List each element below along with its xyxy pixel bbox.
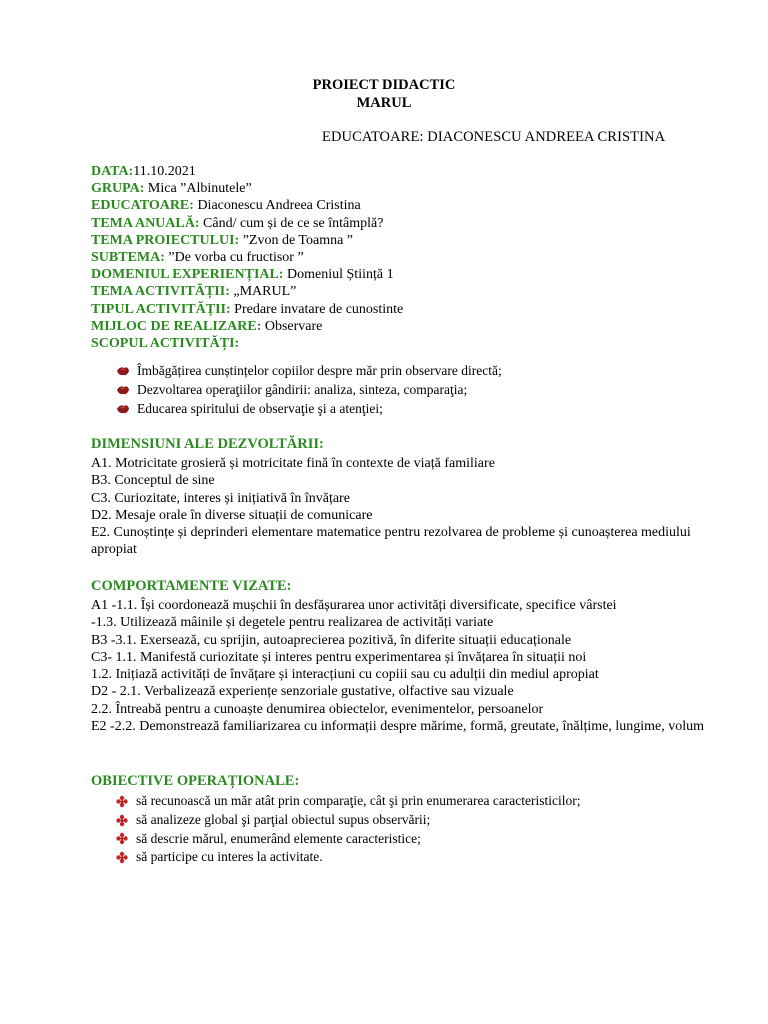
list-item: D2. Mesaje orale în diverse situații de comunicare <box>91 507 373 523</box>
list-item: Dezvoltarea operaţiilor gândirii: analiza, sinteza, comparaţia; <box>115 380 502 399</box>
flower-bullet-icon <box>115 832 129 845</box>
scop-list <box>115 361 502 418</box>
rose-bullet-icon <box>115 384 131 396</box>
flower-bullet-icon <box>115 814 129 827</box>
list-item: -1.3. Utilizează mâinile și degetele pentru realizarea de activități variate <box>91 615 494 631</box>
obiective-list <box>115 792 581 867</box>
info-row-scopul: SCOPUL ACTIVITĂȚI: <box>91 336 240 352</box>
comportamente-heading: COMPORTAMENTE VIZATE: <box>91 578 292 594</box>
list-item: 1.2. Inițiază activități de învățare și interacțiuni cu copiii sau cu adulții din mediul apropiat <box>91 667 599 683</box>
list-item: Îmbăgățirea cunștințelor copiilor despre măr prin observare directă; <box>115 361 502 380</box>
list-item: E2. Cunoștințe și deprinderi elementare matematice pentru rezolvarea de probleme și cunoașterea mediului apropiat <box>91 525 691 558</box>
info-block <box>91 163 403 352</box>
list-item: Educarea spiritului de observaţie şi a atenţiei; <box>115 399 502 418</box>
info-row-tipul-activitatii: TIPUL ACTIVITĂȚII: Predare invatare de cunostinte <box>91 301 404 317</box>
info-row-subtema: SUBTEMA: ”De vorba cu fructisor ” <box>91 250 304 266</box>
list-item: să recunoască un măr atât prin comparaţie, cât şi prin enumerarea caracteristicilor; <box>115 792 581 811</box>
list-item: C3. Curiozitate, interes și inițiativă în învățare <box>91 490 350 506</box>
list-item: C3- 1.1. Manifestă curiozitate și interes pentru experimentarea și învățarea în situații noi <box>91 649 587 665</box>
list-item: B3 -3.1. Exersează, cu sprijin, autoaprecierea pozitivă, în diferite situații educaționale <box>91 632 572 648</box>
list-item: E2 -2.2. Demonstrează familiarizarea cu informații despre mărime, formă, greutate, înălțime, lungime, volum <box>91 719 705 735</box>
document-title: PROIECT DIDACTIC <box>312 77 456 93</box>
educatoare-header: EDUCATOARE: DIACONESCU ANDREEA CRISTINA <box>322 129 666 145</box>
info-row-grupa: GRUPA: Mica ”Albinutele” <box>91 181 252 197</box>
list-item: D2 - 2.1. Verbalizează experiențe senzoriale gustative, olfactive sau vizuale <box>91 684 514 700</box>
info-row-educatoare: EDUCATOARE: Diaconescu Andreea Cristina <box>91 198 361 214</box>
flower-bullet-icon <box>115 795 129 808</box>
obiective-heading: OBIECTIVE OPERAȚIONALE: <box>91 773 300 789</box>
list-item: să participe cu interes la activitate. <box>115 848 581 867</box>
dimensiuni-list <box>91 455 721 559</box>
list-item: să descrie mărul, enumerând elemente caracteristice; <box>115 830 581 849</box>
comportamente-list <box>91 597 721 735</box>
list-item: A1. Motricitate grosieră și motricitate fină în contexte de viață familiare <box>91 456 495 471</box>
info-row-tema-activitatii: TEMA ACTIVITĂȚII: „MARUL” <box>91 284 297 300</box>
info-row-data: DATA:11.10.2021 <box>91 164 196 179</box>
list-item: B3. Conceptul de sine <box>91 473 215 489</box>
list-item: 2.2. Întreabă pentru a cunoaște denumirea obiectelor, evenimentelor, persoanelor <box>91 701 544 717</box>
info-row-domeniul: DOMENIUL EXPERIENȚIAL: Domeniul Știință 1 <box>91 267 394 283</box>
info-row-tema-anuala: TEMA ANUALĂ: Când/ cum și de ce se întâmplă? <box>91 215 384 231</box>
document-subtitle: MARUL <box>356 95 412 111</box>
list-item: A1 -1.1. Își coordonează mușchii în desfășurarea unor activități diversificate, specifice vârstei <box>91 598 617 613</box>
info-row-tema-proiectului: TEMA PROIECTULUI: ”Zvon de Toamna ” <box>91 232 354 248</box>
dimensiuni-heading: DIMENSIUNI ALE DEZVOLTĂRII: <box>91 436 324 452</box>
rose-bullet-icon <box>115 403 131 415</box>
list-item: să analizeze global şi parţial obiectul supus observării; <box>115 811 581 830</box>
info-row-mijloc: MIJLOC DE REALIZARE: Observare <box>91 318 323 334</box>
flower-bullet-icon <box>115 851 129 864</box>
rose-bullet-icon <box>115 365 131 377</box>
